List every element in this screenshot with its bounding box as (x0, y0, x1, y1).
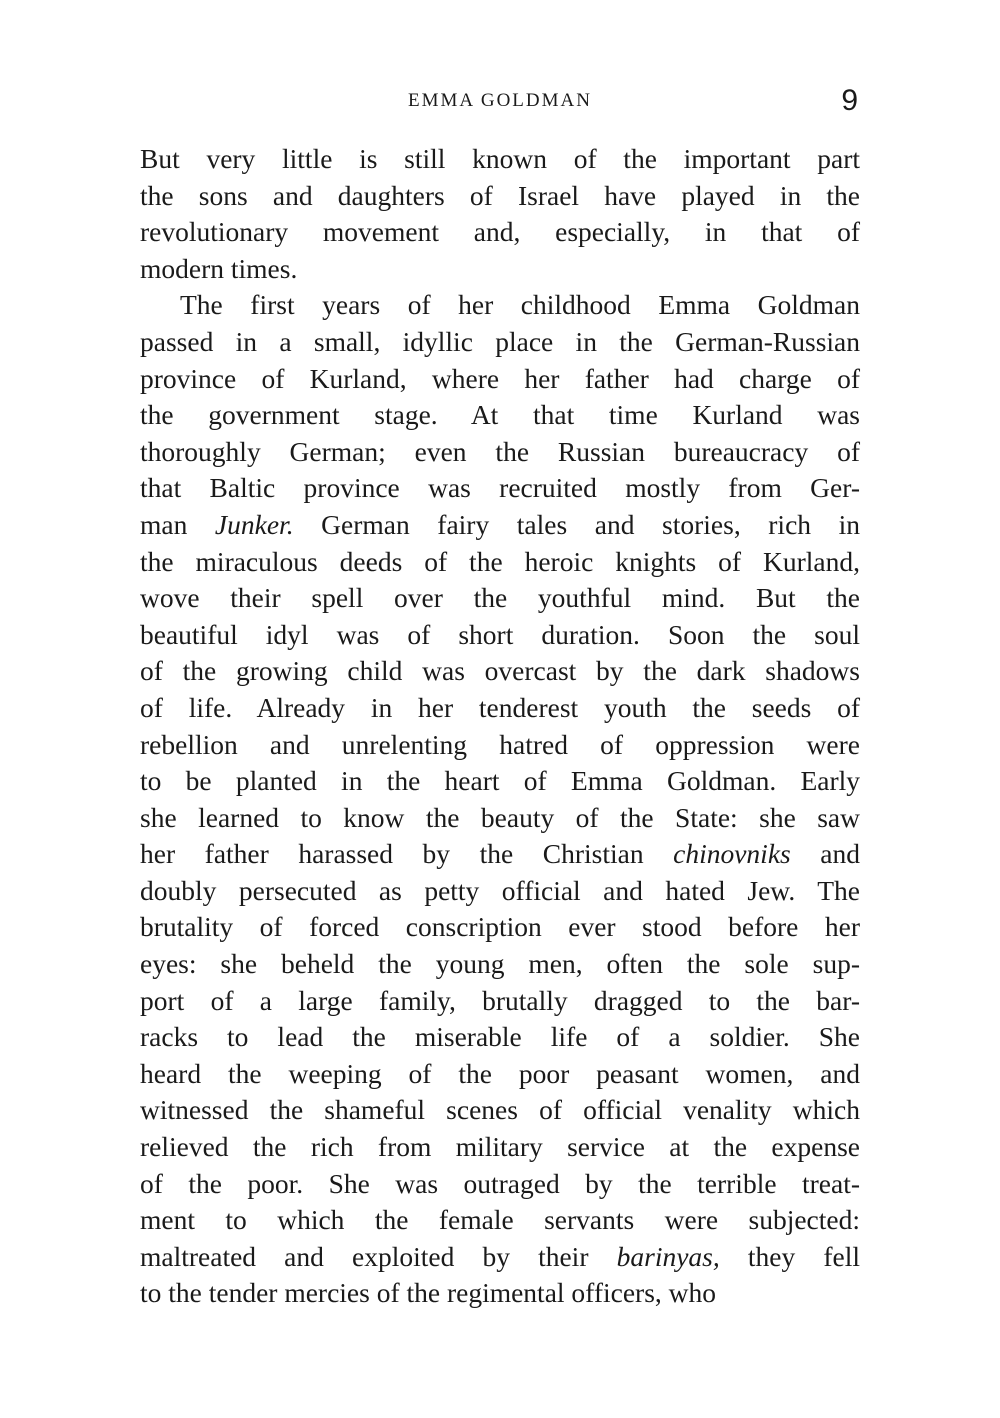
text-run: they fell (719, 1240, 860, 1272)
text-line (140, 544, 860, 581)
text-line (140, 324, 860, 361)
text-run: rebellion and unrelenting hatred of oppression were (140, 728, 860, 760)
text-run: But very little is still known of the important part (140, 143, 860, 174)
text-line (140, 434, 860, 471)
text-line (140, 946, 860, 983)
text-line (140, 983, 860, 1020)
text-run: the government stage. At that time Kurland was (140, 399, 860, 431)
text-run: wove their spell over the youthful mind. But the (140, 582, 860, 614)
text-line (140, 1275, 860, 1312)
text-run: of the poor. She was outraged by the terrible treat- (140, 1167, 860, 1199)
text-line (140, 727, 860, 764)
text-run: passed in a small, idyllic place in the German-Russian (140, 325, 860, 357)
text-run: her father harassed by the Christian (140, 838, 674, 870)
text-run: to the tender mercies of the regimental officers, who (140, 1277, 717, 1309)
text-run: that Baltic province was recruited mostly from Ger- (140, 472, 860, 504)
text-run: province of Kurland, where her father had charge of (140, 362, 860, 394)
text-line (140, 580, 860, 617)
text-run: she learned to know the beauty of the State: she saw (140, 801, 860, 833)
text-line (140, 470, 860, 507)
text-line (140, 397, 860, 434)
text-line (140, 214, 860, 251)
text-run: brutality of forced conscription ever stood before her (140, 911, 860, 943)
text-line (140, 763, 860, 800)
text-line (140, 1056, 860, 1093)
text-run: ment to which the female servants were subjected: (140, 1204, 860, 1236)
text-line (140, 1166, 860, 1203)
text-line (140, 141, 860, 178)
text-run: port of a large family, brutally dragged to the bar- (140, 984, 860, 1016)
text-line (140, 361, 860, 398)
text-line (140, 507, 860, 544)
page-number: 9 (841, 84, 858, 117)
text-line (140, 873, 860, 910)
text-line (140, 1019, 860, 1056)
text-run: The first years of her childhood Emma Goldman (180, 289, 860, 321)
text-line (140, 251, 860, 288)
italic-term: Junker. (214, 508, 294, 540)
body-text (140, 141, 860, 1312)
text-run: the miraculous deeds of the heroic knights of Kurland, (140, 545, 860, 577)
running-title: EMMA GOLDMAN (408, 90, 592, 111)
text-line (140, 909, 860, 946)
text-run: of life. Already in her tenderest youth the seeds of (140, 691, 860, 723)
text-run: eyes: she beheld the young men, often the sole sup- (140, 948, 860, 980)
italic-term: chinovniks (673, 838, 791, 870)
running-head (140, 84, 860, 124)
text-run: to be planted in the heart of Emma Goldman. Early (140, 765, 860, 797)
text-run: German fairy tales and stories, rich in (293, 508, 860, 540)
text-run: modern times. (140, 252, 298, 284)
text-line (140, 1239, 860, 1276)
text-line (140, 287, 860, 324)
text-run: thoroughly German; even the Russian bureaucracy of (140, 435, 860, 467)
text-run: heard the weeping of the poor peasant women, and (140, 1057, 860, 1089)
text-run: relieved the rich from military service at the expense (140, 1131, 860, 1163)
text-run: racks to lead the miserable life of a soldier. She (140, 1021, 860, 1053)
text-run: doubly persecuted as petty official and hated Jew. The (140, 874, 860, 906)
text-line (140, 1129, 860, 1166)
text-run: man (140, 508, 215, 540)
italic-term: barinyas, (616, 1240, 720, 1272)
text-line (140, 1202, 860, 1239)
text-run: revolutionary movement and, especially, in that of (140, 216, 860, 248)
text-line (140, 690, 860, 727)
text-line (140, 653, 860, 690)
text-run: and (790, 838, 860, 870)
text-run: maltreated and exploited by their (140, 1240, 617, 1272)
text-line (140, 836, 860, 873)
text-run: beautiful idyl was of short duration. Soon the soul (140, 618, 860, 650)
text-line (140, 617, 860, 654)
text-run: the sons and daughters of Israel have played in the (140, 179, 860, 211)
text-run: witnessed the shameful scenes of official venality which (140, 1094, 860, 1126)
text-run: of the growing child was overcast by the dark shadows (140, 655, 860, 687)
text-line (140, 1092, 860, 1129)
text-line (140, 178, 860, 215)
text-line (140, 800, 860, 837)
